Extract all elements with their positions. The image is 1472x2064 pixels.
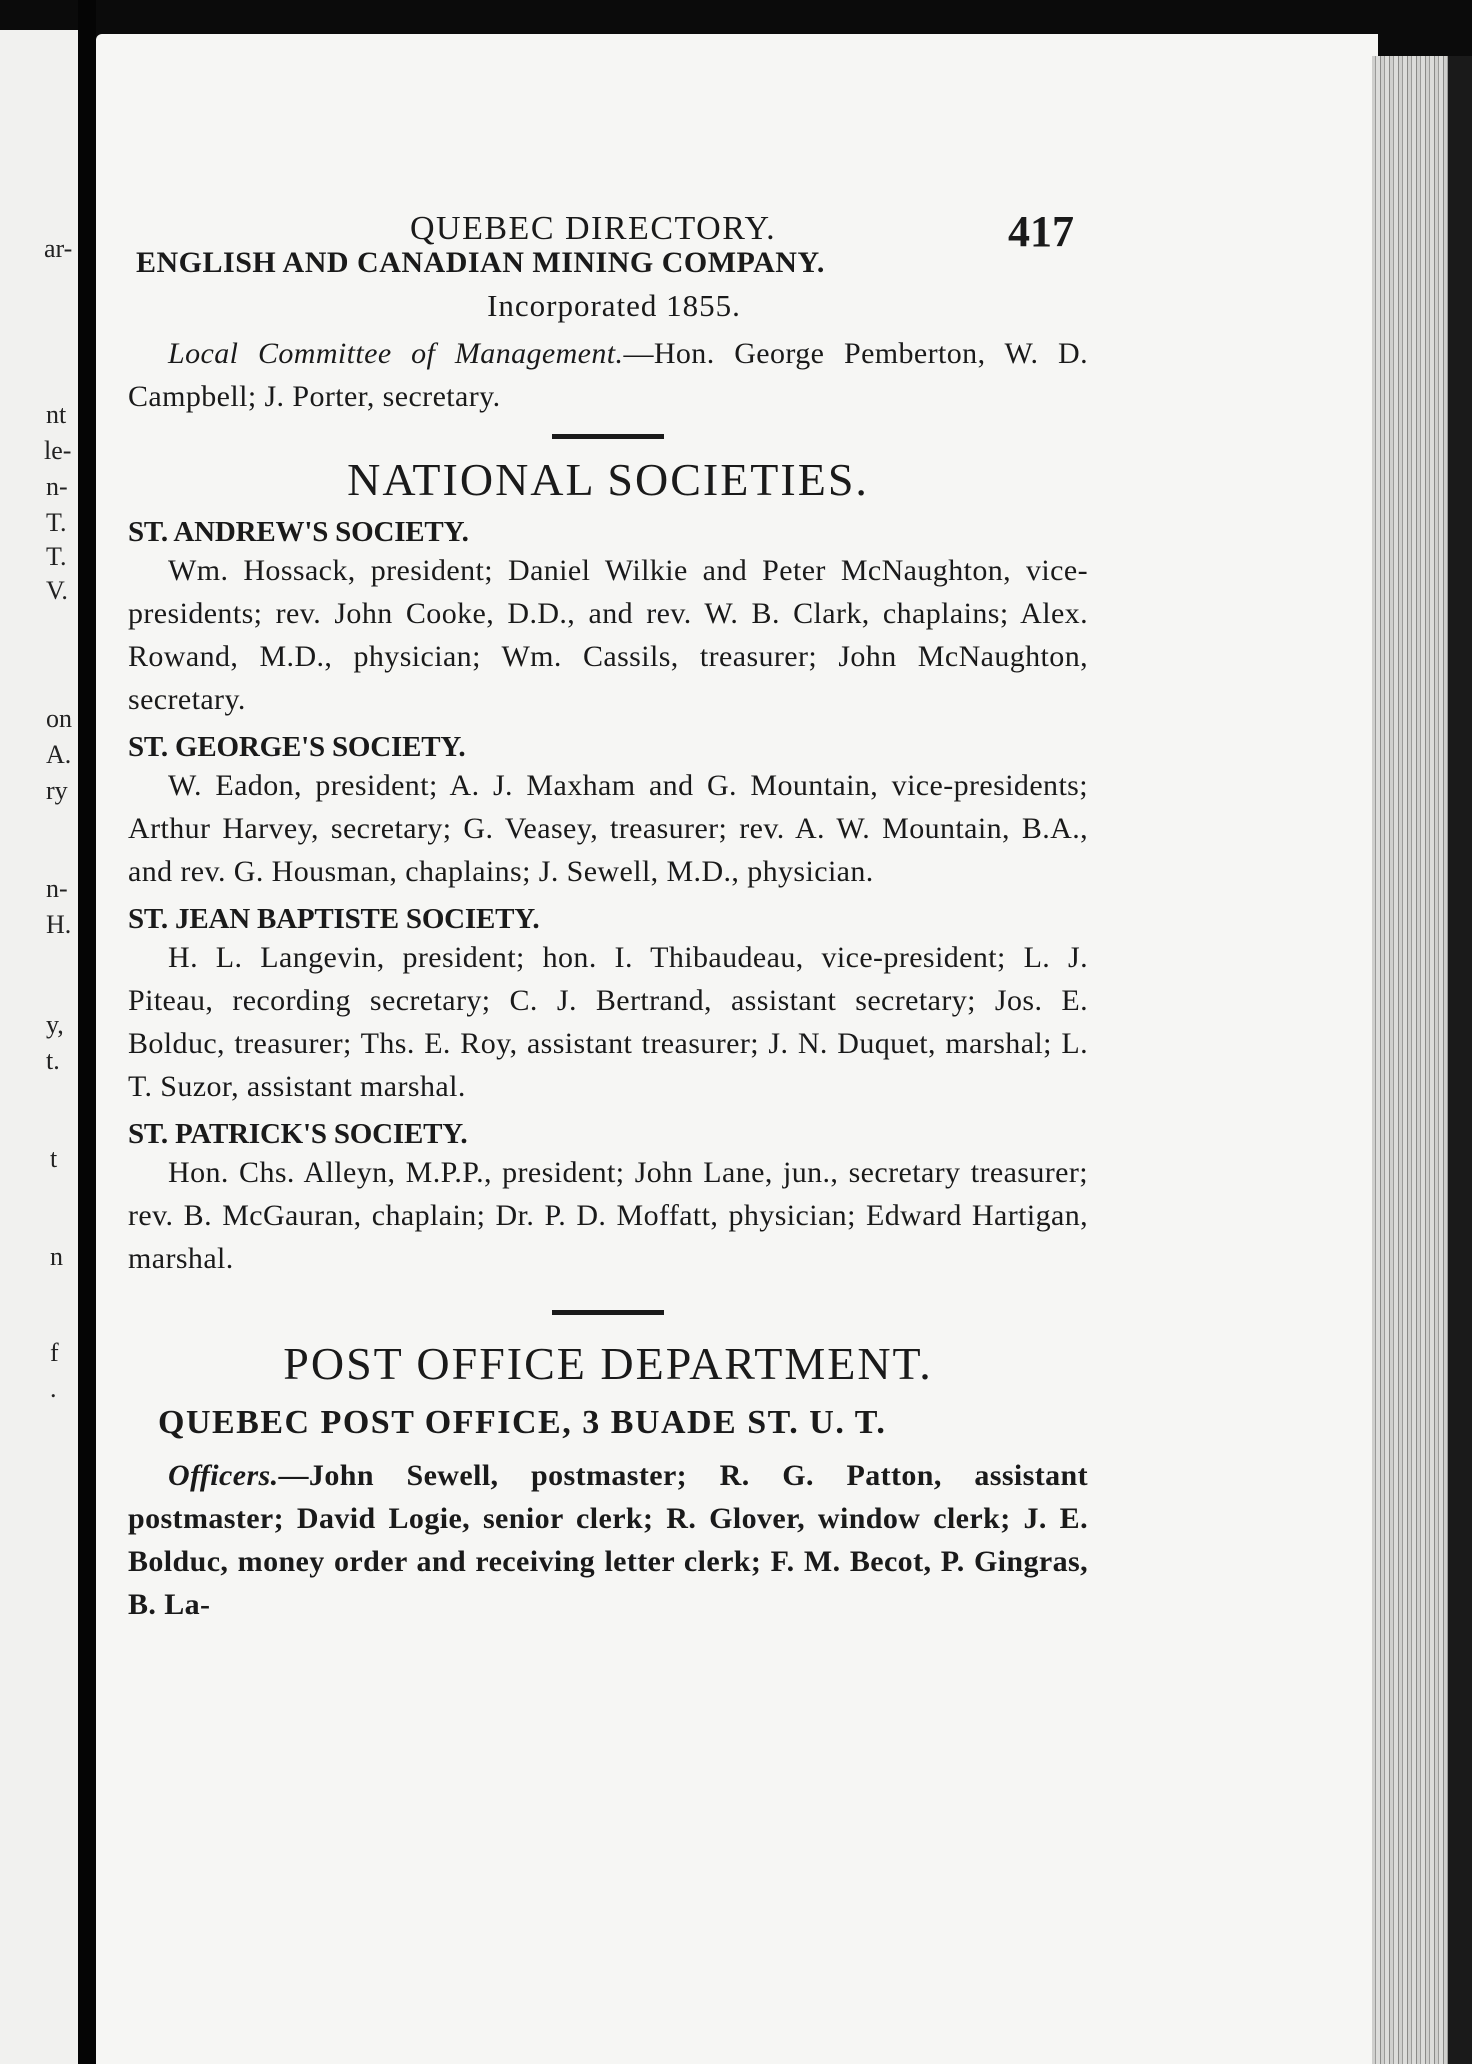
left-page-fragment: V. — [46, 576, 68, 605]
running-title: QUEBEC DIRECTORY. — [410, 210, 777, 247]
society-entry — [128, 903, 1088, 1108]
post-office-subheading: QUEBEC POST OFFICE, 3 BUADE ST. U. T. — [158, 1404, 887, 1441]
society-entry — [128, 516, 1088, 721]
society-officers: Hon. Chs. Alleyn, M.P.P., president; John Lane, jun., secretary treasurer; rev. B. McGauran, chaplain; Dr. P. D. Moffatt, physician; Edward Hartigan, marshal. — [128, 1156, 1088, 1275]
section-divider — [552, 434, 664, 439]
society-officers: W. Eadon, president; A. J. Maxham and G. Mountain, vice-presidents; Arthur Harvey, secretary; G. Veasey, treasurer; rev. A. W. Mountain, B.A., and rev. G. Housman, chaplains; J. Sewell, M.D., physician. — [128, 769, 1088, 888]
management-committee-paragraph — [128, 332, 1088, 418]
society-name: ST. ANDREW'S SOCIETY. — [128, 516, 469, 548]
society-name: ST. PATRICK'S SOCIETY. — [128, 1118, 468, 1150]
left-page-fragment: f — [50, 1338, 59, 1367]
post-office-heading: POST OFFICE DEPARTMENT. — [283, 1338, 933, 1389]
national-societies-heading: NATIONAL SOCIETIES. — [347, 454, 869, 505]
book-gutter — [78, 0, 96, 2064]
society-entry — [128, 731, 1088, 893]
committee-text: —Hon. George Pemberton, W. D. Campbell; J. Porter, secretary. — [128, 337, 1088, 413]
left-page-fragment: A. — [46, 740, 72, 769]
left-page-fragment: nt — [46, 400, 67, 429]
left-page-fragment: n — [50, 1242, 63, 1271]
page-edge-shadow — [1448, 56, 1472, 2064]
society-name: ST. JEAN BAPTISTE SOCIETY. — [128, 903, 540, 935]
mining-company-title: ENGLISH AND CANADIAN MINING COMPANY. — [136, 246, 825, 279]
section-divider — [552, 1310, 664, 1315]
left-facing-page — [0, 30, 78, 2064]
left-page-fragment: t. — [46, 1046, 60, 1075]
officers-text: —John Sewell, postmaster; R. G. Patton, assistant postmaster; David Logie, senior clerk; R. Glover, window clerk; J. E. Bolduc, money order and receiving letter clerk; F. M. Becot, P. Gingras, B. La- — [128, 1459, 1088, 1621]
left-page-fragment: T. — [46, 508, 67, 537]
left-page-fragment: ry — [46, 776, 68, 805]
society-officers: Wm. Hossack, president; Daniel Wilkie and Peter McNaughton, vice-presidents; rev. John Cooke, D.D., and rev. W. B. Clark, chaplains; Alex. Rowand, M.D., physician; Wm. Cassils, treasurer; John McNaughton, secretary. — [128, 554, 1088, 716]
left-page-fragment: . — [50, 1374, 57, 1403]
incorporated-line: Incorporated 1855. — [487, 288, 741, 323]
left-page-fragment: on — [46, 704, 72, 733]
left-page-fragment: ar- — [44, 234, 73, 263]
post-office-officers — [128, 1454, 1088, 1626]
left-page-fragment: H. — [46, 910, 72, 939]
society-officers: H. L. Langevin, president; hon. I. Thibaudeau, vice-president; L. J. Piteau, recording secretary; C. J. Bertrand, assistant secretary; Jos. E. Bolduc, treasurer; Ths. E. Roy, assistant treasurer; J. N. Duquet, marshal; L. T. Suzor, assistant marshal. — [128, 941, 1088, 1103]
page-number: 417 — [1008, 207, 1074, 256]
page-edges — [1372, 56, 1472, 2064]
left-page-fragment: n- — [46, 874, 68, 903]
left-page-fragment: le- — [44, 436, 72, 465]
running-head — [128, 170, 1088, 256]
left-page-fragment: t — [50, 1144, 58, 1173]
left-page-fragment: T. — [46, 542, 67, 571]
committee-label: Local Committee of Management. — [168, 337, 624, 370]
left-page-fragment: n- — [46, 472, 68, 501]
page-content — [128, 170, 1088, 1626]
society-entry — [128, 1118, 1088, 1280]
officers-label: Officers. — [168, 1459, 279, 1492]
society-name: ST. GEORGE'S SOCIETY. — [128, 731, 466, 763]
left-page-fragment: y, — [46, 1010, 64, 1039]
